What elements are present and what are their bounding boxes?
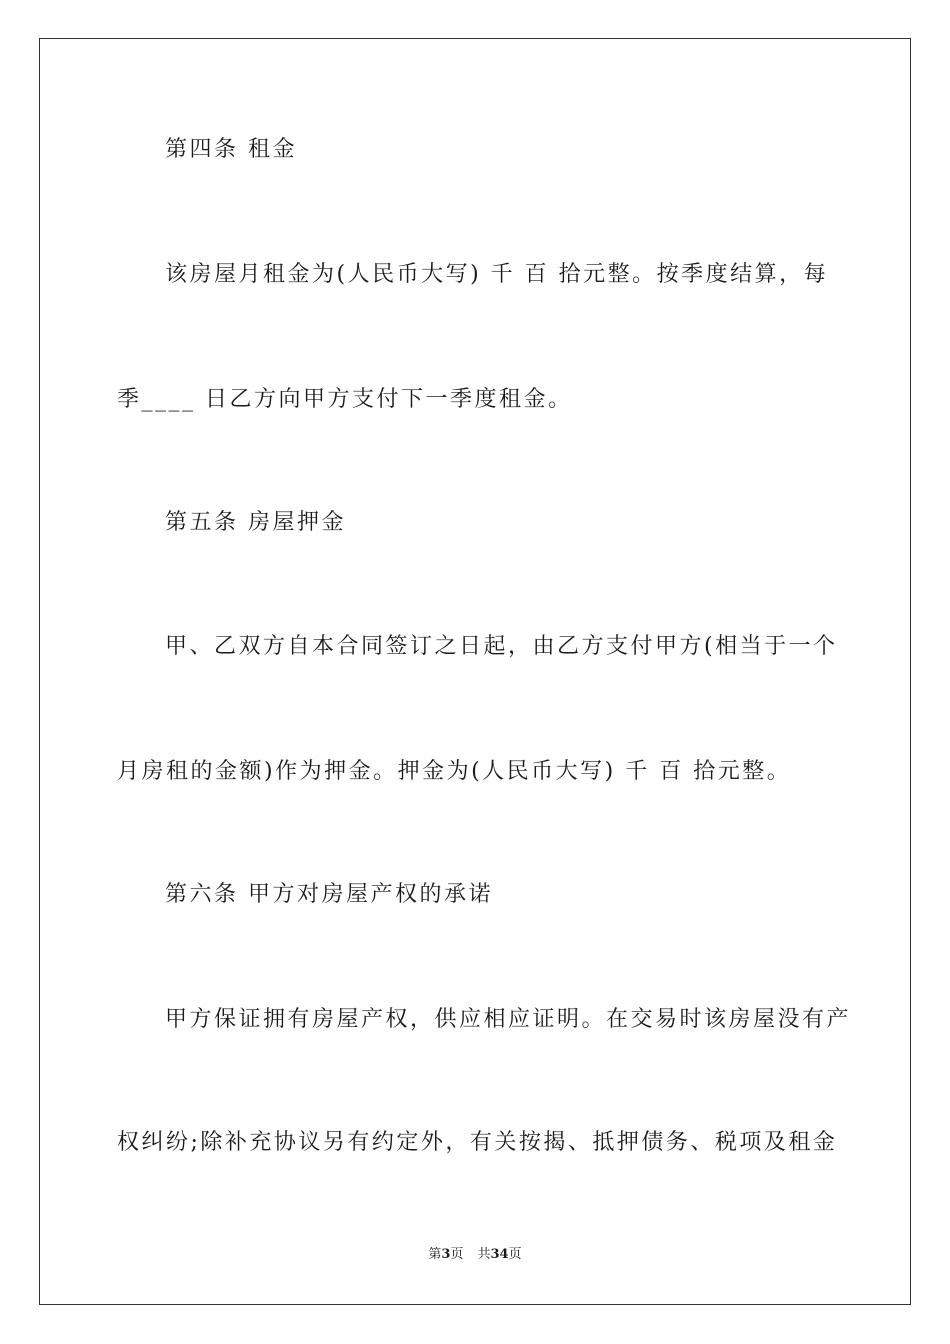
- page-suffix: 页: [450, 1247, 464, 1262]
- total-pages: 34: [490, 1247, 509, 1262]
- page-footer: [0, 1246, 950, 1264]
- page-number: 3: [441, 1247, 451, 1262]
- article-6-heading: 第六条 甲方对房屋产权的承诺: [165, 882, 493, 907]
- page-border: [39, 38, 911, 1305]
- article-6-paragraph-line-2: 权纠纷;除补充协议另有约定外，有关按揭、抵押债务、税项及租金: [117, 1130, 838, 1155]
- total-suffix: 页: [508, 1247, 522, 1262]
- article-5-heading: 第五条 房屋押金: [165, 510, 346, 535]
- article-4-heading: 第四条 租金: [165, 137, 297, 162]
- article-4-paragraph-line-1: 该房屋月租金为(人民币大写) 千 百 拾元整。按季度结算，每: [165, 262, 829, 287]
- total-prefix: 共: [477, 1247, 491, 1262]
- page-prefix: 第: [428, 1247, 442, 1262]
- article-6-paragraph-line-1: 甲方保证拥有房屋产权，供应相应证明。在交易时该房屋没有产: [165, 1007, 852, 1032]
- article-5-paragraph-line-1: 甲、乙双方自本合同签订之日起，由乙方支付甲方(相当于一个: [165, 634, 838, 659]
- article-5-paragraph-line-2: 月房租的金额)作为押金。押金为(人民币大写) 千 百 拾元整。: [117, 759, 792, 784]
- article-4-paragraph-line-2: 季____ 日乙方向甲方支付下一季度租金。: [117, 387, 573, 412]
